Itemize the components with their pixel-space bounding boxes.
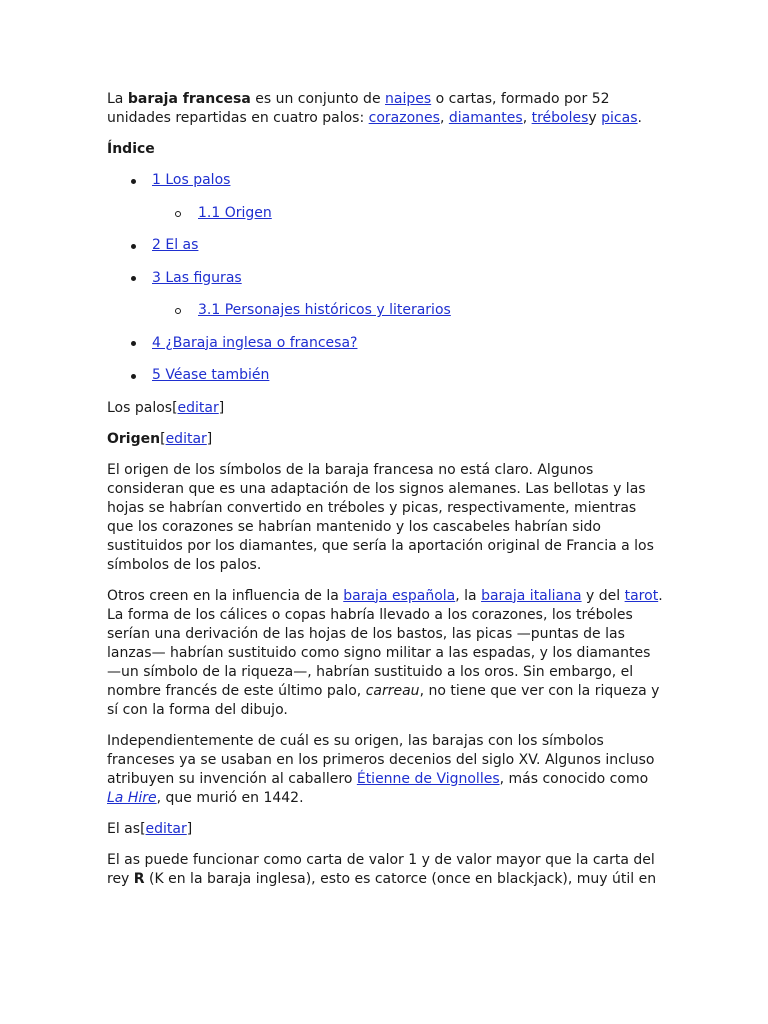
link-tarot[interactable]: tarot	[624, 587, 659, 604]
edit-link[interactable]: editar	[165, 430, 207, 447]
paragraph-text: y del	[581, 587, 625, 604]
paragraph-text: , que murió en 1442.	[156, 789, 304, 806]
link-diamantes[interactable]: diamantes	[448, 110, 523, 126]
link-naipes[interactable]: naipes	[385, 91, 432, 107]
article-body	[107, 90, 663, 901]
edit-link[interactable]: editar	[177, 399, 219, 416]
toc-item	[107, 236, 663, 255]
paragraph-text: . La forma de los cálices o copas habría llevado a los corazones, los tréboles serían una derivación de las hojas de los bastos, las picas —puntas de las lanzas— habrían sustituido como signo militar a las espadas, y los diamantes —un símbolo de la riqueza—, habrían sustituido a los oros. Sin embargo, el nombre francés de este último palo,	[107, 587, 663, 699]
bold-term: R	[133, 870, 145, 887]
toc-item	[107, 366, 663, 385]
edit-bracket: ]	[206, 430, 213, 447]
link-corazones[interactable]: corazones	[368, 110, 440, 126]
toc-link-personajes[interactable]: 3.1 Personajes históricos y literarios	[198, 302, 451, 318]
toc-title: Índice	[107, 141, 155, 157]
link-baraja-italiana[interactable]: baraja italiana	[481, 587, 582, 604]
link-etienne-de-vignolles[interactable]: Étienne de Vignolles	[356, 770, 500, 787]
edit-bracket: [	[172, 399, 178, 416]
section-title: Los palos	[107, 399, 173, 416]
origen-paragraph-2	[107, 587, 663, 720]
paragraph-text: (K en la baraja inglesa), esto es catorce (once en blackjack), muy útil en	[144, 870, 657, 887]
edit-bracket: ]	[218, 399, 225, 416]
toc-item	[107, 334, 663, 353]
toc-link-origen[interactable]: 1.1 Origen	[198, 204, 272, 221]
intro-term: baraja francesa	[127, 91, 251, 107]
as-paragraph-1	[107, 851, 663, 889]
toc-link-vease-tambien[interactable]: 5 Véase también	[152, 367, 270, 383]
edit-bracket: [	[140, 820, 146, 837]
edit-bracket: [	[160, 430, 166, 447]
section-heading-el-as	[107, 820, 663, 839]
paragraph-text: Independientemente de cuál es su origen, las barajas con los símbolos franceses ya se usaban en los primeros decenios del siglo XV. Algunos incluso atribuyen su invención al caballero	[107, 732, 655, 787]
link-la-hire[interactable]	[107, 790, 157, 806]
toc-item	[107, 269, 663, 288]
toc-link-baraja-inglesa[interactable]: 4 ¿Baraja inglesa o francesa?	[152, 334, 358, 351]
link-treboles[interactable]: tréboles	[531, 110, 589, 126]
section-heading-origen	[107, 430, 663, 449]
paragraph-text: , la	[455, 587, 482, 604]
edit-link[interactable]: editar	[145, 820, 187, 837]
toc-link-los-palos[interactable]: 1 Los palos	[152, 172, 231, 188]
intro-text: o cartas, formado por 52 unidades repartidas en cuatro palos:	[107, 91, 610, 126]
origen-paragraph-1: El origen de los símbolos de la baraja francesa no está claro. Algunos consideran que es una adaptación de los signos alemanes. Las bellotas y las hojas se habrían convertido en tréboles y picas, respectivamente, mientras que los corazones se habrían mantenido y los cascabeles habrían sido sustituidos por los diamantes, que sería la aportación original de Francia a los símbolos de los palos.	[107, 461, 654, 573]
intro-text: La	[107, 91, 128, 107]
paragraph-text: , más conocido como	[499, 770, 649, 787]
origen-paragraph-3	[107, 732, 663, 808]
toc-list	[107, 171, 663, 385]
intro-text: es un conjunto de	[250, 91, 386, 107]
intro-text: ,	[522, 110, 532, 126]
edit-bracket: ]	[186, 820, 193, 837]
toc-item	[107, 204, 663, 223]
intro-text: y	[588, 110, 602, 126]
link-picas[interactable]: picas	[601, 110, 638, 126]
paragraph-text: El as puede funcionar como carta de valor 1 y de valor mayor que la carta del rey	[107, 851, 655, 887]
toc-item	[107, 301, 663, 320]
section-heading-los-palos	[107, 399, 663, 418]
italic-term: carreau	[365, 682, 420, 699]
intro-paragraph	[107, 90, 663, 128]
link-baraja-espanola[interactable]: baraja española	[343, 587, 456, 604]
section-title: El as	[107, 820, 141, 837]
toc-link-las-figuras[interactable]: 3 Las figuras	[152, 269, 242, 286]
toc-item	[107, 171, 663, 190]
toc-link-el-as[interactable]: 2 El as	[152, 237, 199, 253]
paragraph-text: , no tiene que ver con la riqueza y sí con la forma del dibujo.	[107, 682, 660, 718]
intro-text: .	[637, 110, 642, 126]
section-title: Origen	[107, 430, 161, 447]
paragraph-text: Otros creen en la influencia de la	[107, 587, 344, 604]
intro-text: ,	[439, 110, 449, 126]
link-la-hire-text: La Hire	[107, 789, 157, 806]
